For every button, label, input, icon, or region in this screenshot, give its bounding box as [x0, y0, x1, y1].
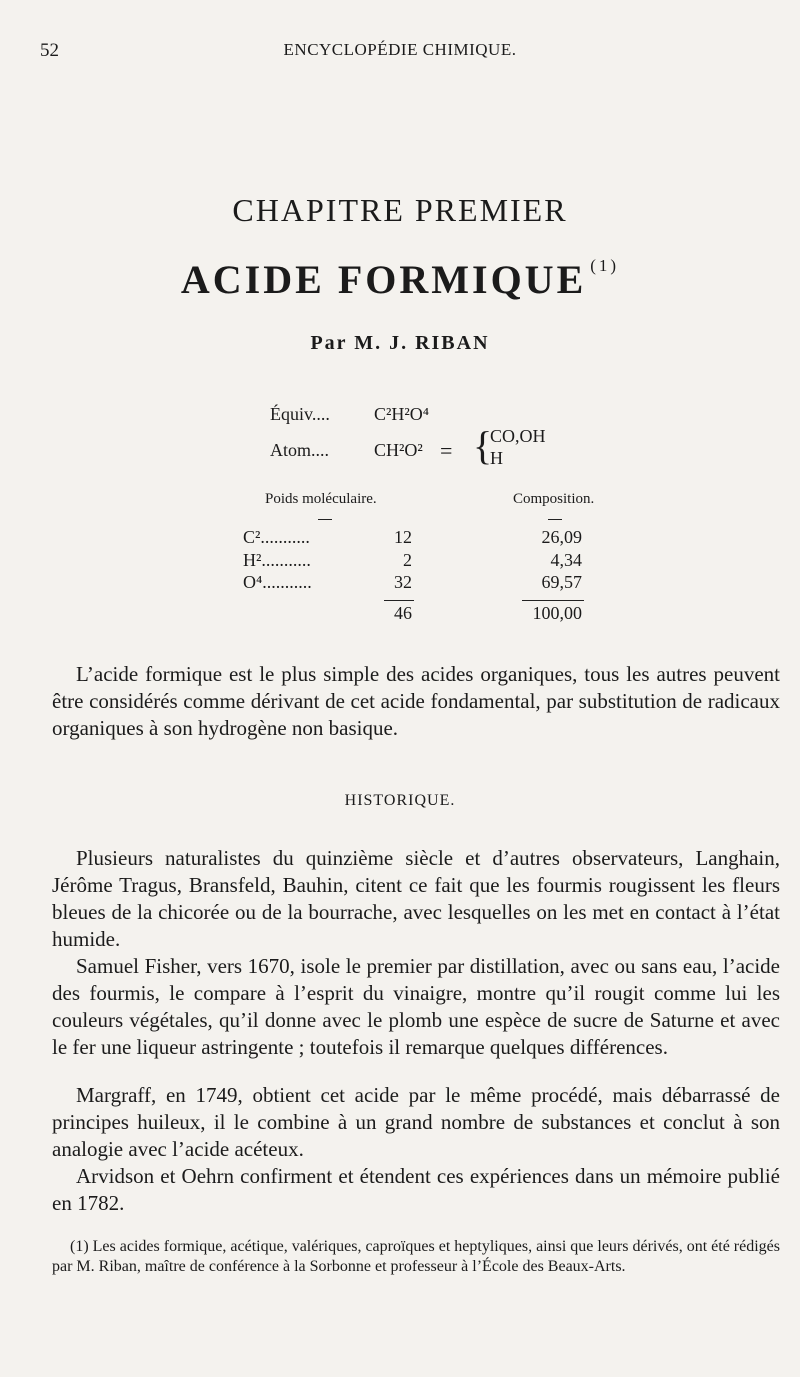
author-line: Par M. J. RIBAN [310, 332, 490, 354]
paragraph: Plusieurs naturalistes du quinzième siècle et d’autres observateurs, Langhain, Jérôme Tragus, Bransfeld, Bauhin, citent ce fait que les fourmis rougissent les fleurs bleues de la chicorée ou de la bourrache, avec lesquelles on les met en contact à l’état humide. [52, 846, 780, 951]
atom-value: CH²O² [374, 440, 423, 460]
sum-rule [384, 600, 414, 601]
col-header-composition: Composition. [513, 491, 595, 507]
footnote: (1) Les acides formique, acétique, valériques, caproïques et heptyliques, ainsi que leurs dérivés, ont été rédigés par M. Riban, maître de conférence à la Sorbonne et professeur à l’École des Beaux-Arts. [52, 1238, 780, 1275]
row-percent: 4,34 [550, 550, 582, 570]
row-label: C²........... [243, 527, 310, 547]
chapter-heading: CHAPITRE PREMIER [232, 192, 568, 228]
paragraph: Arvidson et Oehrn confirment et étendent ces expériences dans un mémoire publié en 1782. [52, 1164, 780, 1215]
atom-label: Atom.... [270, 440, 330, 460]
row-weight: 2 [403, 550, 412, 570]
total-weight: 46 [394, 603, 412, 623]
row-percent: 26,09 [541, 527, 582, 547]
header-dash [548, 519, 562, 520]
title-text: ACIDE FORMIQUE [180, 257, 587, 302]
header-dash [318, 519, 332, 520]
page-title [0, 256, 800, 303]
col-header-weight: Poids moléculaire. [265, 491, 377, 507]
running-head: ENCYCLOPÉDIE CHIMIQUE. [283, 40, 517, 59]
group-bottom: H [490, 448, 503, 468]
footnote-mark: (1) [590, 256, 620, 275]
total-percent: 100,00 [532, 603, 582, 623]
section-title: HISTORIQUE. [344, 792, 456, 809]
page-header [40, 40, 760, 64]
row-weight: 12 [394, 527, 412, 547]
paragraph: Margraff, en 1749, obtient cet acide par le même procédé, mais débarrassé de principes huileux, il le combine à un grand nombre de substances et conclut à son analogie avec l’acide acéteux. [52, 1083, 780, 1161]
row-label: H²........... [243, 550, 311, 570]
page-number: 52 [40, 40, 59, 61]
row-weight: 32 [394, 572, 412, 592]
intro-paragraph: L’acide formique est le plus simple des acides organiques, tous les autres peuvent être considérés comme dérivant de cet acide fondamental, par substitution de radicaux organiques à son hydrogène non basique. [52, 662, 780, 740]
paragraph: Samuel Fisher, vers 1670, isole le premier par distillation, avec ou sans eau, l’acide des fourmis, le compare à l’esprit du vinaigre, montre qu’il rougit comme lui les couleurs végétales, qu’il donne avec le plomb une espèce de sucre de Saturne et avec le fer une liqueur astringente ; toutefois il remarque quelques différences. [52, 954, 780, 1059]
row-label: O⁴........... [243, 572, 312, 592]
row-percent: 69,57 [541, 572, 582, 592]
group-top: CO,OH [490, 426, 546, 446]
equiv-label: Équiv.... [270, 404, 330, 424]
sum-rule [522, 600, 584, 601]
brace-glyph: { [473, 423, 493, 468]
equiv-value: C²H²O⁴ [374, 404, 430, 424]
equals-sign: = [440, 438, 453, 463]
